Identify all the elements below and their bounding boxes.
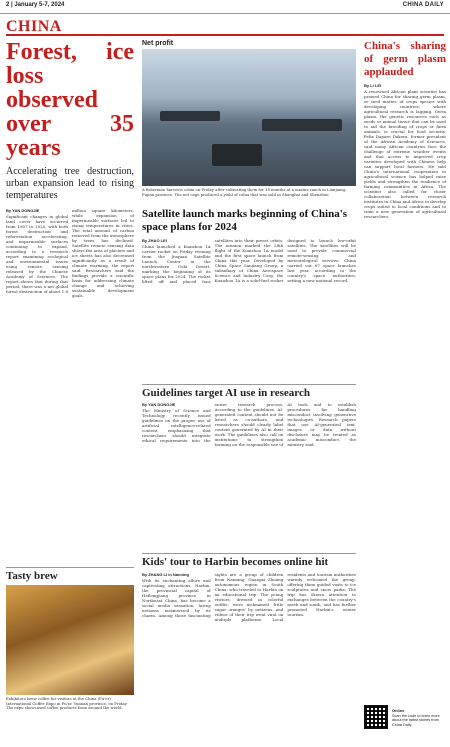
tasty-caption: Exhibitors brew coffee for visitors at the China (Pu'er) International Coffee Expo in Pu'er, Yunnan province, on Friday. The expo showcased coffee products from around the world. — [6, 696, 128, 711]
net-profit-photo-block — [142, 40, 356, 197]
kids-story — [142, 572, 356, 745]
sharing-headline[interactable]: China's sharing of germ plasm applauded — [364, 40, 446, 78]
boat-shape — [262, 119, 342, 131]
fisherman-shape — [212, 144, 262, 166]
lead-body-columns — [6, 208, 134, 298]
fishing-photo[interactable] — [142, 49, 356, 186]
kids-headline[interactable]: Kids' tour to Harbin becomes online hit — [142, 553, 356, 569]
lead-dek: Accelerating tree destruction, urban expansion lead to rising temperatures — [6, 166, 134, 201]
qr-code-icon[interactable] — [364, 705, 388, 729]
qr-text-block — [392, 709, 446, 727]
satellite-body: China launched a Kuaizhou 1A carrier rocket on Friday evening from the Jiuquan Satellite Launch Center in the northwestern Gobi Desert, marking the beginning of its space plans for 2024. The rocket lifted off and placed four satellites into their preset orbits. The mission marked the 28th flight of the Kuaizhou 1A model and the first space launch from China this year. Developed by China Space Sanjiang Group, a subsidiary of China Aerospace Science and Industry Corp, the Kuaizhou 1A is a solid-fuel rocket designed to launch low-orbit satellites. The satellites will be used to provide commercial remote-sensing and meteorological services. China carried out 67 space launches last year, according to the country's space authorities, setting a new national record. — [142, 238, 356, 284]
brand-name: CHINA DAILY — [402, 2, 444, 8]
page-info: 2 | January 5-7, 2024 — [6, 2, 65, 8]
satellite-byline: By ZHAO LEI — [142, 238, 167, 243]
lead-headline[interactable]: Forest, ice loss observed over 35 years — [6, 39, 134, 161]
guidelines-story — [142, 402, 356, 550]
lead-body: Significant changes in global land cover have occurred from 1987 to 2020, with both forest destruction and reforestation accelerating, and impermeable surfaces continuing to expand, according to a research report examining ecological and environmental issues using remote sensing released by the Chinese Academy of Sciences. The report shows that during that period, there was a net global forest destruction of about 1.8 million square kilometers, while expansion of impermeable surfaces led to rising temperatures in cities. The total amount of carbon removed from the atmosphere by trees has declined. Satellite remote sensing data shows the area of glaciers and ice sheets has also decreased significantly as a result of climate warming, the report said. Researchers said the findings provide a scientific basis for addressing climate change and achieving sustainable development goals. — [6, 208, 134, 298]
sharing-byline: By LI LEI — [364, 83, 382, 88]
kids-byline: By ZHANG LI in Nanning — [142, 572, 189, 577]
sharing-story — [364, 40, 446, 745]
qr-text: Scan the code to learn more about the latest stories from China Daily. — [392, 713, 440, 727]
coffee-photo[interactable] — [6, 585, 134, 695]
satellite-headline[interactable]: Satellite launch marks beginning of China's space plans for 2024 — [142, 208, 348, 233]
guidelines-headline[interactable]: Guidelines target AI use in research — [142, 384, 356, 400]
satellite-story — [142, 238, 356, 383]
guidelines-body: The Ministry of Science and Technology recently issued guidelines on the proper use of artificial intelligence-related content, emphasizing that researchers should integrate ethical requirements into the entire research process. According to the guidelines, AI-generated content should not be listed as co-authors, and researchers should clearly label content generated by AI in their work. The guidelines also call on institutions to strengthen training on the responsible use of AI tools and to establish procedures for handling misconduct involving generative technologies. Research papers that use AI-generated text, images or data without disclosure may be treated as academic misconduct, the ministry said. — [142, 402, 356, 447]
lead-byline: By YAN DONGJIE — [6, 208, 40, 213]
sharing-body: A renowned African plant scientist has praised China for sharing germ plasm, or seed matter, of crops species with developing countries, where agricultural research is lagging. Germ plasm, the genetic resources such as seeds or animal tissue that can be used to aid the breeding of crops or farm animals, is crucial for food security. Felix Dapare Dakora, former president of the African Academy of Sciences, said many African countries face the challenge of extreme weather events and that access to improved crop varieties developed with Chinese help can support local farmers. He said China's international cooperation in agricultural science has helped raise yields and strengthen the resilience of farming communities in Africa. The scientist also called for closer collaboration between research institutes in China and Africa to develop crops suited to local conditions and to train a new generation of agricultural researchers. — [364, 89, 446, 219]
net-profit-caption: A fisherman harvests cobia on Friday after cultivating them for 18 months at a marine ranch in Lianjiang, Fujian province. The net cage produced a yield of cobia that was sold in Shanghai and Shenzhen. — [142, 187, 347, 197]
tasty-title: Tasty brew — [6, 567, 134, 582]
net-profit-label: Net profit — [142, 40, 174, 47]
section-name: CHINA — [6, 18, 62, 35]
top-bar — [0, 0, 450, 14]
tasty-brew-photo-block — [6, 567, 134, 747]
guidelines-byline: By YAN DONGJIE — [142, 402, 176, 407]
qr-block — [364, 705, 446, 745]
boat-shape — [160, 111, 220, 121]
kids-body: With its enchanting allure and captivating attractions, Harbin, the provincial capital of Heilongjiang province in Northeast China, has become a social media sensation, luring netizens mesmerized by its charm. Among those fascinating sights are a group of children from Nanning, Guangxi Zhuang autonomous region in South China, who traveled to Harbin on an educational trip. The young visitors, dressed in colorful outfits, were nicknamed 'little sugar oranges' by netizens, and videos of their trip went viral on multiple platforms. Local residents and tourism authorities warmly welcomed the group, offering them guided visits to ice sculptures and snow parks. The trip has drawn attention to exchanges between the country's north and south, and has further promoted Harbin's winter tourism. — [142, 572, 356, 622]
qr-title: Online — [392, 708, 405, 713]
section-header — [6, 16, 444, 36]
